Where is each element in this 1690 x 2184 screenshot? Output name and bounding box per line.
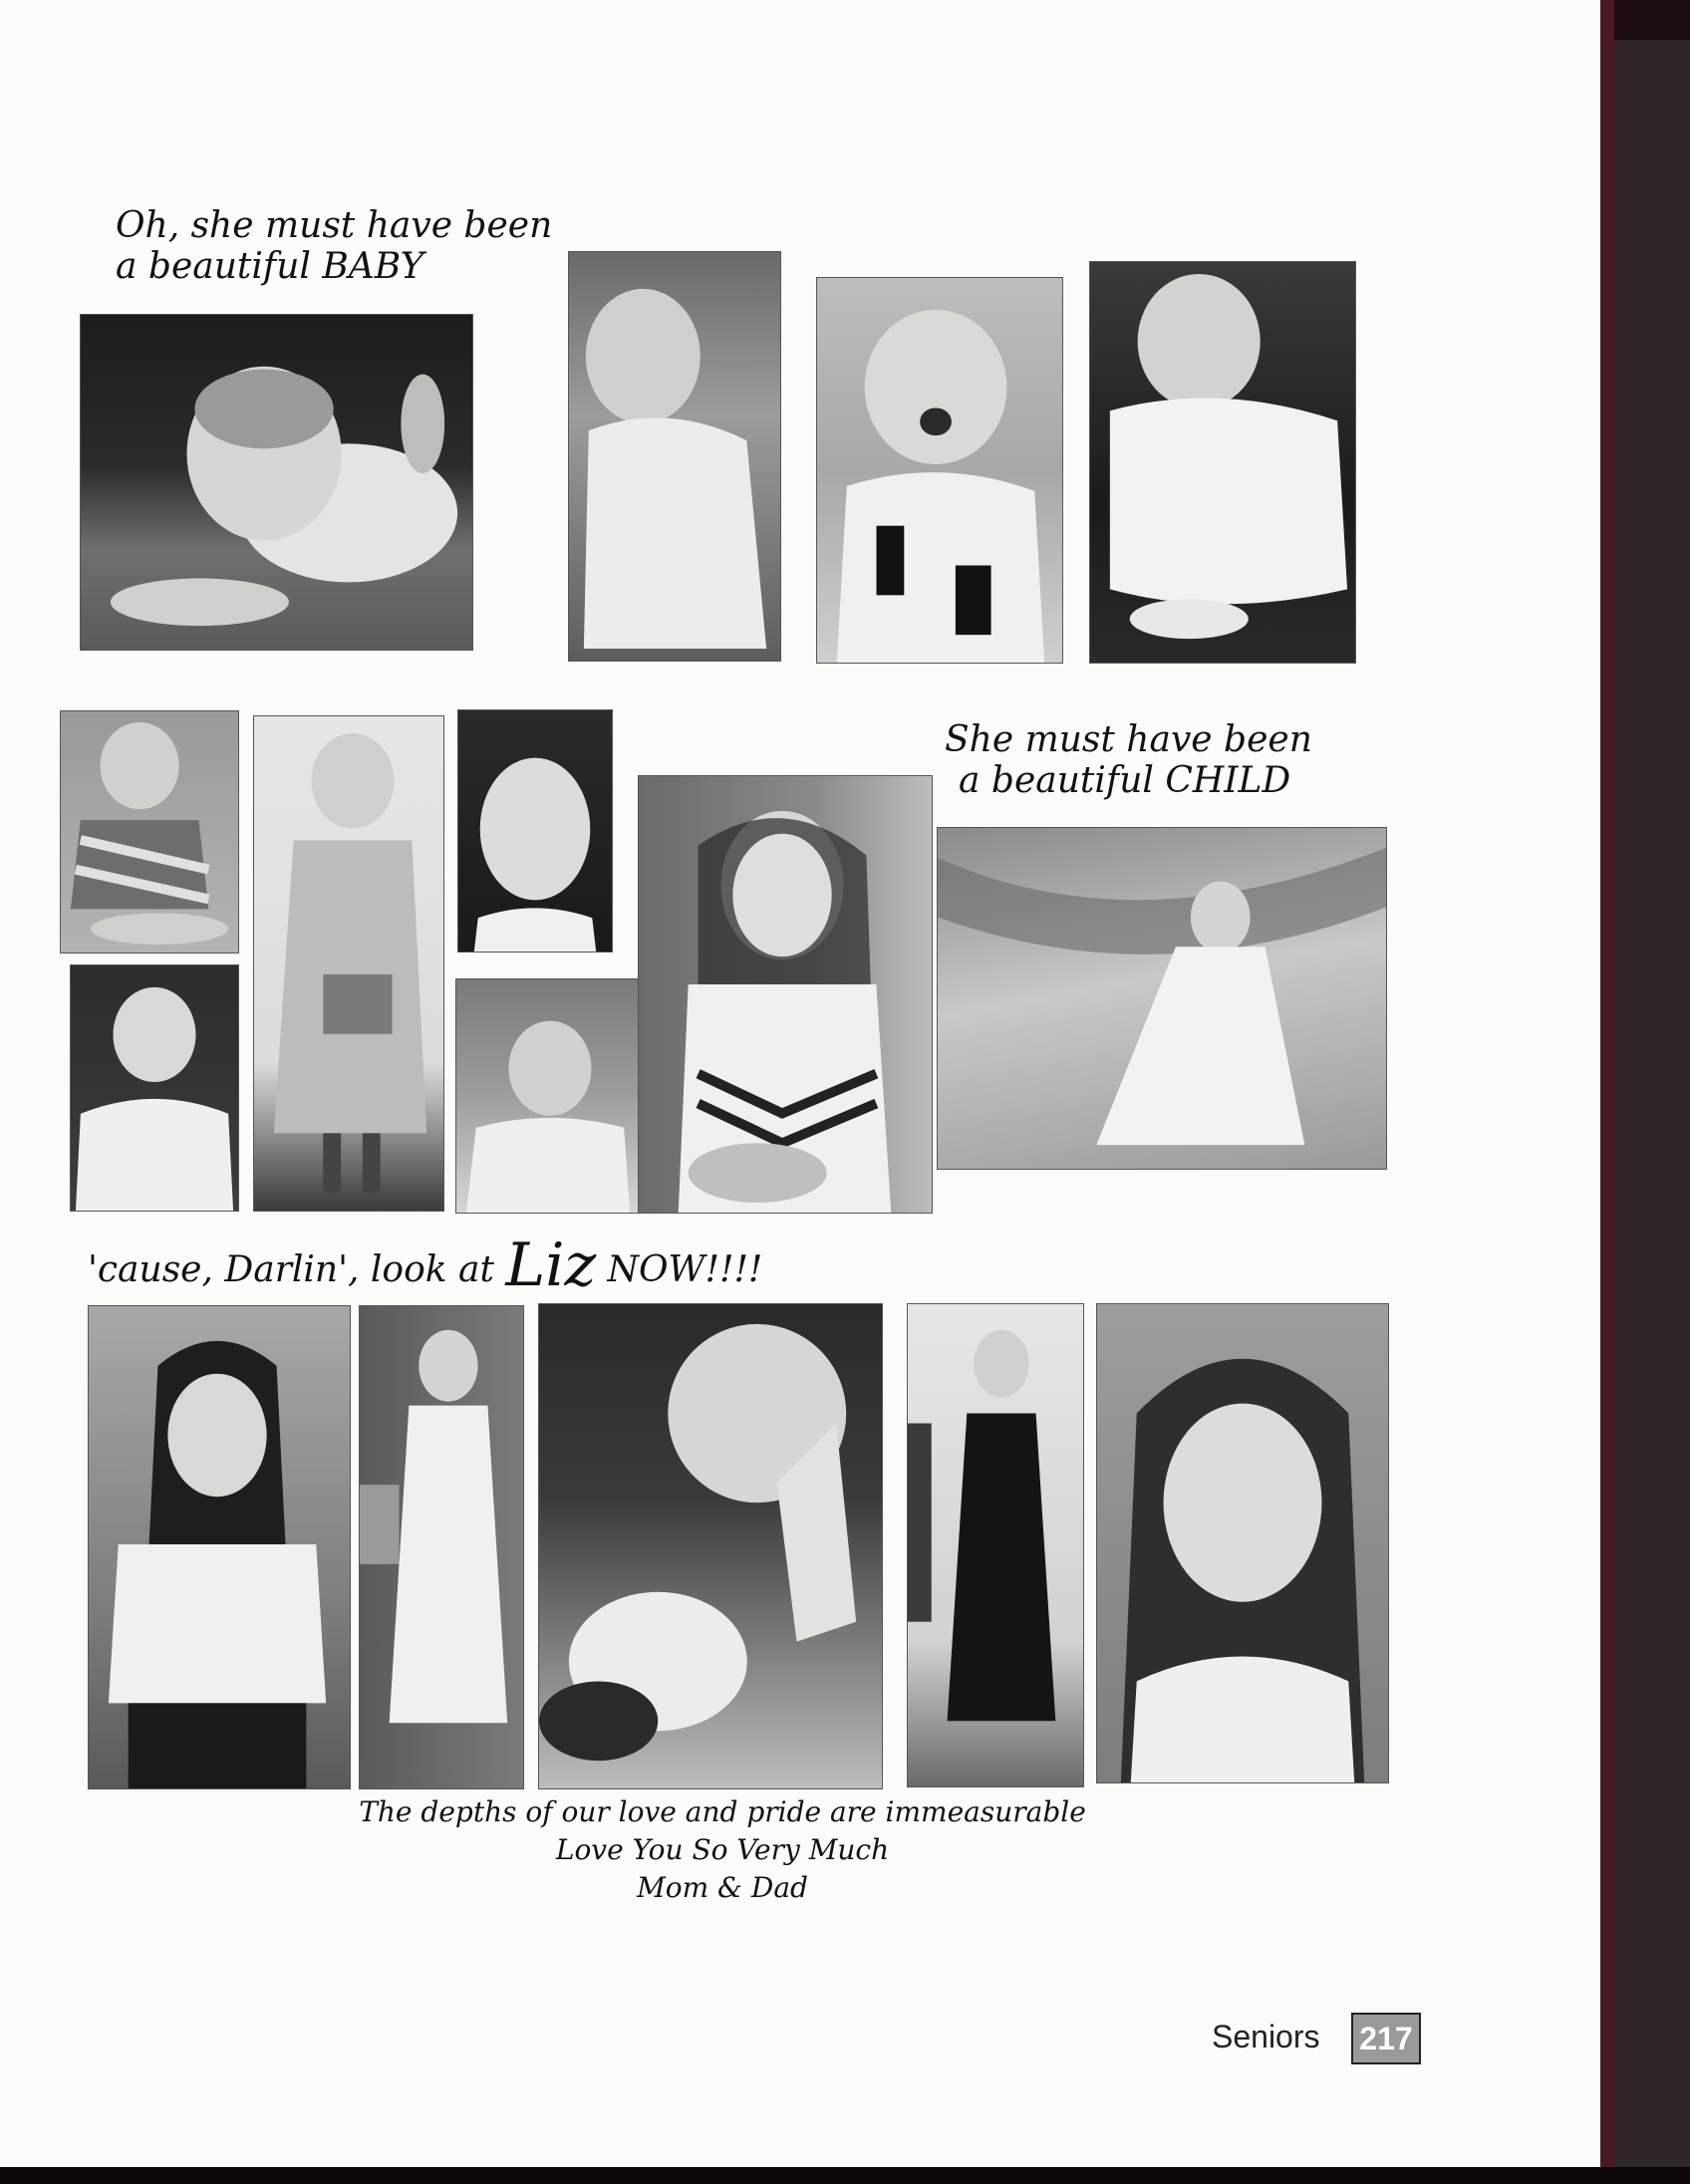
closing-line1: The depths of our love and pride are immeasurable (359, 1795, 1086, 1828)
senior-photo-black-dress (907, 1303, 1084, 1787)
child-photo-toddler-striped (60, 710, 239, 954)
baby-caption (116, 205, 552, 288)
child-caption (945, 719, 1312, 802)
book-cover-edge (1614, 40, 1690, 2184)
child-photo-flower-crown (70, 964, 239, 1212)
child-photo-gingham-dress (253, 715, 444, 1212)
baby-caption-line2: a beautiful BABY (116, 246, 424, 288)
now-caption-suffix: NOW!!!! (607, 1249, 763, 1290)
child-photo-garden (455, 978, 641, 1214)
child-photo-smiling-portrait (457, 709, 613, 953)
book-bottom-edge (0, 2167, 1690, 2184)
book-spine-edge (1600, 0, 1614, 2167)
child-caption-line2: a beautiful CHILD (959, 760, 1291, 802)
child-caption-line1: She must have been (945, 719, 1312, 760)
page-number: 217 (1351, 2013, 1421, 2064)
now-caption-prefix: 'cause, Darlin', look at (88, 1249, 494, 1290)
child-photo-hammock (937, 827, 1387, 1170)
closing-line2: Love You So Very Much (555, 1833, 890, 1866)
senior-photo-brick-wall (88, 1305, 351, 1789)
closing-line3: Mom & Dad (637, 1871, 808, 1904)
senior-photo-white-dress (359, 1305, 524, 1789)
baby-photo-crawling (80, 314, 473, 651)
closing-message (0, 1793, 1445, 1907)
section-label: Seniors (1212, 2019, 1320, 2054)
now-caption (88, 1231, 762, 1300)
now-caption-name: Liz (505, 1230, 597, 1300)
child-photo-cheerleader (638, 775, 933, 1214)
baby-caption-line1: Oh, she must have been (116, 205, 553, 246)
baby-photo-sitting-white (568, 251, 781, 662)
senior-photo-portrait (1096, 1303, 1389, 1783)
baby-photo-lsu-bib (816, 277, 1063, 664)
senior-photo-with-cat (538, 1303, 883, 1789)
baby-photo-white-dress (1089, 261, 1356, 664)
